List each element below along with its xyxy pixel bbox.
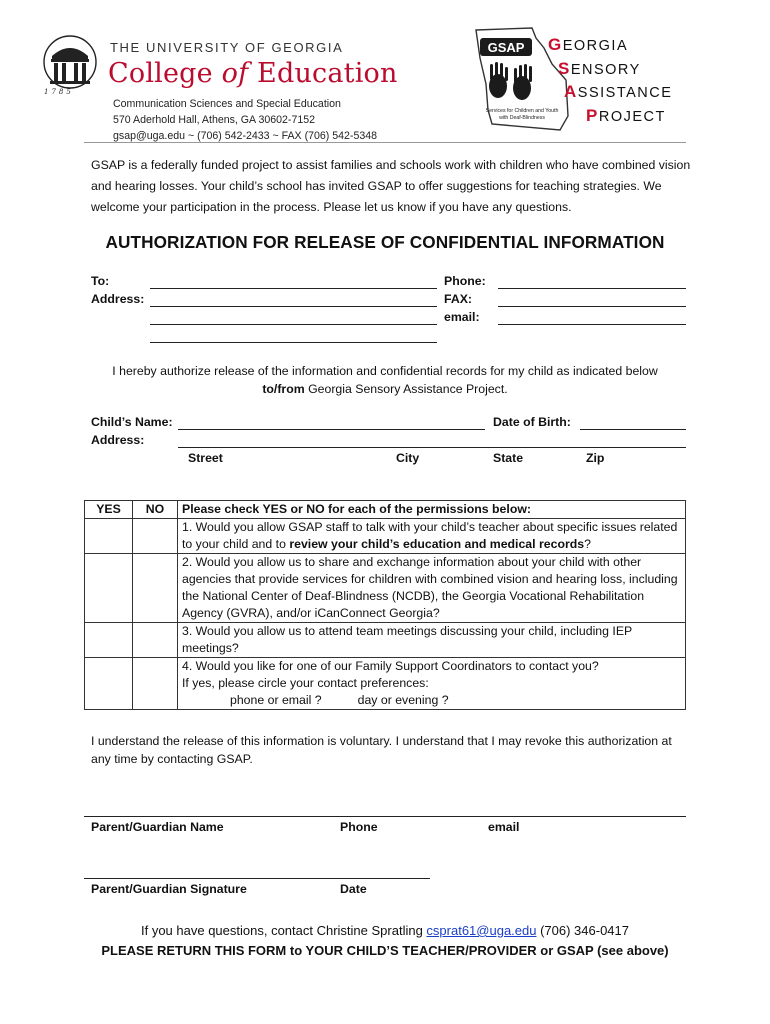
contact-email-link[interactable]: csprat61@uga.edu [426, 923, 537, 938]
address-field-line-2[interactable] [150, 324, 437, 325]
fax-label: FAX: [444, 292, 473, 306]
department-address: 570 Aderhold Hall, Athens, GA 30602-7152 [113, 114, 316, 126]
q4-no-cell[interactable] [133, 658, 178, 710]
intro-paragraph: GSAP is a federally funded project to assist families and schools work with children who have combined vision and hearing losses. Your child’s school has invited GSAP to offer suggestions for teaching strategies. We welcome your participation in the process. Please let us know if you have any questions. [91, 158, 691, 214]
department-contact [113, 96, 377, 144]
child-name-field[interactable] [178, 429, 485, 430]
street-label: Street [188, 451, 223, 465]
authorization-statement: I hereby authorize release of the information and confidential records for my child as indicated below to/from Georgia Sensory Assistance Project. [112, 364, 658, 396]
phone-signature-label: Phone [340, 820, 378, 834]
state-label: State [493, 451, 524, 465]
gsap-project-name: GEORGIA SENSORY ASSISTANCE PROJECT [548, 35, 673, 125]
q2-no-cell[interactable] [133, 554, 178, 623]
hands-icon [489, 62, 532, 100]
gsap-tagline-2: with Deaf-Blindness [499, 115, 545, 121]
contact-pref-day-evening[interactable]: day or evening ? [357, 693, 449, 707]
contact-pref-phone-email[interactable]: phone or email ? [230, 693, 322, 707]
dob-field[interactable] [580, 429, 686, 430]
zip-label: Zip [586, 451, 605, 465]
parent-signature-label: Parent/Guardian Signature [91, 882, 247, 896]
permissions-instructions: Please check YES or NO for each of the permissions below: [178, 501, 686, 519]
q4-text: 4. Would you like for one of our Family Support Coordinators to contact you? If yes, please circle your contact preferences: phone or email ? day or evening ? [178, 658, 686, 710]
parent-name-line[interactable] [84, 816, 686, 817]
fax-field[interactable] [498, 306, 686, 307]
q4-yes-cell[interactable] [85, 658, 133, 710]
q3-yes-cell[interactable] [85, 623, 133, 658]
permissions-header-row [85, 501, 686, 519]
child-address-label: Address: [91, 433, 145, 447]
address-label: Address: [91, 292, 145, 306]
email-field[interactable] [498, 324, 686, 325]
q1-no-cell[interactable] [133, 519, 178, 554]
phone-label: Phone: [444, 274, 486, 288]
permission-row-4 [85, 658, 686, 710]
uga-arch-logo [42, 34, 100, 96]
yes-header: YES [85, 501, 133, 519]
college-name: College of Education [108, 58, 398, 89]
permission-row-3 [85, 623, 686, 658]
permissions-table [84, 500, 686, 710]
footer-contact: If you have questions, contact Christine Spratling csprat61@uga.edu (706) 346-0417 PLEASE RETURN THIS FORM to YOUR CHILD’S TEACHER/PROVIDER or GSAP (see above) [0, 921, 770, 961]
child-address-field[interactable] [178, 447, 686, 448]
university-name: THE UNIVERSITY OF GEORGIA [110, 40, 344, 55]
parent-name-label: Parent/Guardian Name [91, 820, 224, 834]
email-label: email: [444, 310, 480, 324]
to-label: To: [91, 274, 110, 288]
date-label: Date [340, 882, 367, 896]
voluntary-statement: I understand the release of this information is voluntary. I understand that I may revoke this authorization at any time by contacting GSAP. [91, 734, 672, 766]
header-divider [84, 142, 686, 143]
dob-label: Date of Birth: [493, 415, 571, 429]
email-signature-label: email [488, 820, 520, 834]
permission-row-2 [85, 554, 686, 623]
no-header: NO [133, 501, 178, 519]
q3-text: 3. Would you allow us to attend team meetings discussing your child, including IEP meetings? [178, 623, 686, 658]
phone-field[interactable] [498, 288, 686, 289]
permission-row-1 [85, 519, 686, 554]
q2-yes-cell[interactable] [85, 554, 133, 623]
q1-text: 1. Would you allow GSAP staff to talk with your child’s teacher about specific issues related to your child and to review your child’s education and medical records? [178, 519, 686, 554]
address-field-line-3[interactable] [150, 342, 437, 343]
child-name-label: Child’s Name: [91, 415, 173, 429]
to-field[interactable] [150, 288, 437, 289]
department-contact-line: gsap@uga.edu ~ (706) 542-2433 ~ FAX (706) 542-5348 [113, 130, 378, 142]
q2-text: 2. Would you allow us to share and exchange information about your child with other agencies that provide services for children with combined vision and hearing loss, including the National Center of Deaf-Blindness (NCDB), the Georgia Vocational Rehabilitation Agency (GVRA), and/or iCanConnect Georgia? [178, 554, 686, 623]
department-name: Communication Sciences and Special Education [113, 98, 341, 110]
gsap-badge: GSAP [487, 40, 525, 55]
parent-signature-line[interactable] [84, 878, 430, 879]
uga-year: 1785 [44, 88, 74, 96]
return-instructions: PLEASE RETURN THIS FORM to YOUR CHILD’S TEACHER/PROVIDER or GSAP (see above) [101, 943, 669, 958]
q1-yes-cell[interactable] [85, 519, 133, 554]
address-field-line-1[interactable] [150, 306, 437, 307]
gsap-tagline-1: Services for Children and Youth [485, 108, 559, 114]
q3-no-cell[interactable] [133, 623, 178, 658]
form-title: AUTHORIZATION FOR RELEASE OF CONFIDENTIAL INFORMATION [105, 232, 665, 252]
city-label: City [396, 451, 420, 465]
